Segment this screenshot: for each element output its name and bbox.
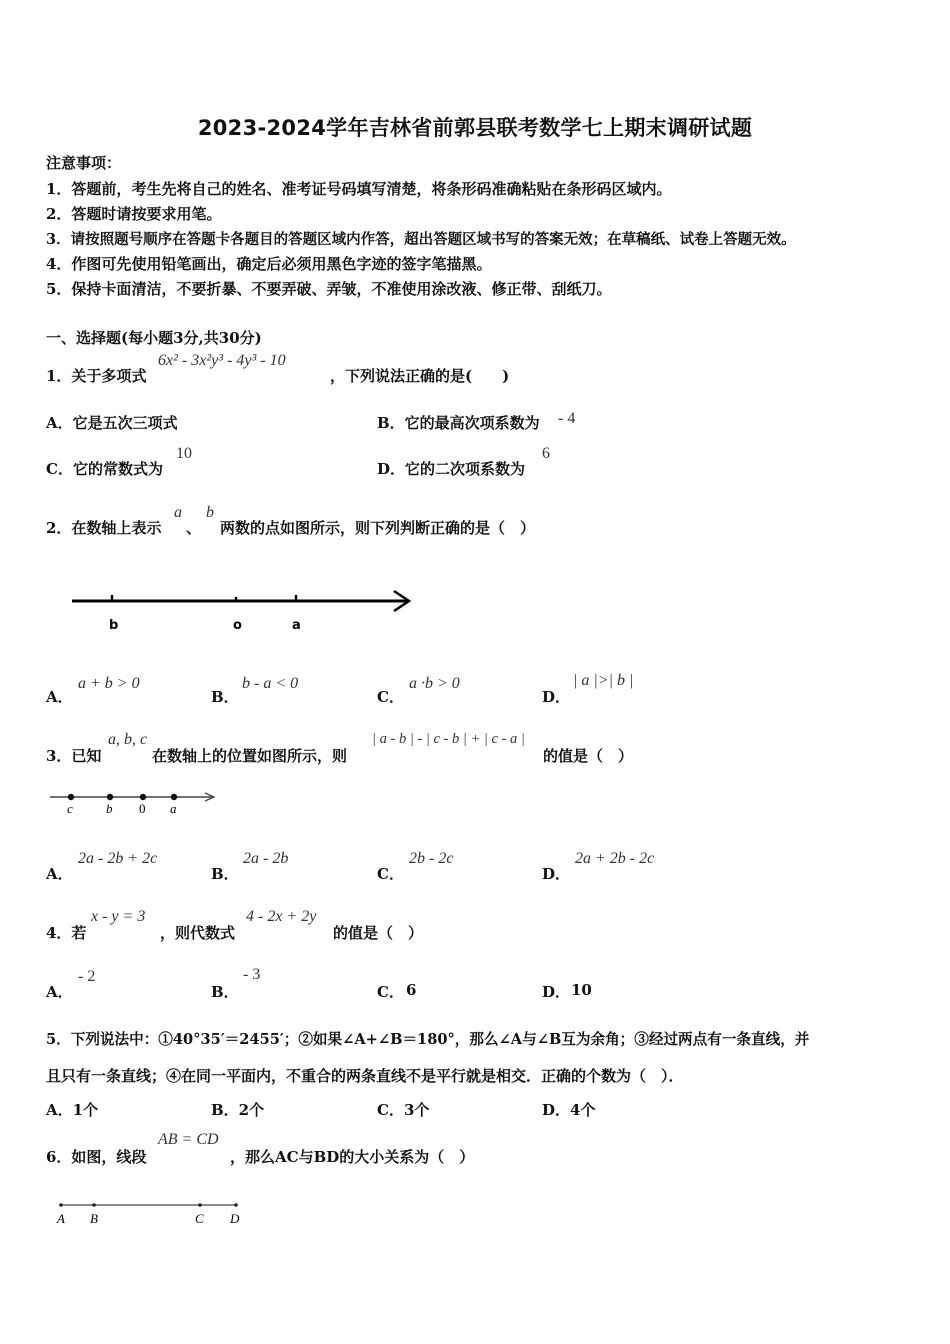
- q4-option-c-value: 6: [406, 981, 417, 999]
- q3-option-c-label: C．: [377, 865, 404, 883]
- note-item-1: 1．答题前，考生先将自己的姓名、准考证号码填写清楚，将条形码准确粘贴在条形码区域内。: [46, 180, 672, 198]
- q2-separator: 、: [186, 519, 202, 537]
- q5-line-1: 5．下列说法中：①40°35′＝2455′；②如果∠A+∠B＝180°，那么∠A与∠B互为余角；③经过两点有一条直线，并: [46, 1031, 810, 1048]
- q3-prefix: 3．已知: [46, 747, 102, 765]
- q5-option-b: B．2个: [211, 1101, 265, 1119]
- q3-option-a-expr: 2a - 2b + 2c: [78, 850, 158, 867]
- q4-option-a-value: - 2: [78, 968, 96, 985]
- q2-option-c-label: C．: [377, 688, 404, 706]
- q6-suffix: ，那么AC与BD的大小关系为（ ）: [230, 1148, 475, 1166]
- q4-prefix: 4．若: [46, 924, 87, 942]
- q2-option-a-expr: a + b > 0: [78, 675, 140, 692]
- q3-option-d-expr: 2a + 2b - 2c: [575, 850, 655, 867]
- q6-label-c: C: [195, 1211, 204, 1226]
- note-item-5: 5．保持卡面清洁，不要折暴、不要弄破、弄皱，不准使用涂改液、修正带、刮纸刀。: [46, 280, 612, 298]
- q1-option-a: A．它是五次三项式: [46, 414, 178, 432]
- q4-expression: 4 - 2x + 2y: [246, 908, 317, 925]
- q1-option-c: C．它的常数式为: [46, 460, 163, 478]
- q4-option-b-value: - 3: [243, 966, 261, 983]
- q1-option-d: D．它的二次项系数为: [377, 460, 526, 478]
- q3-label-0: 0: [139, 801, 146, 816]
- q2-option-c-expr: a ·b > 0: [409, 675, 460, 692]
- q2-label-b: b: [109, 618, 119, 633]
- q3-point-0: [140, 794, 146, 800]
- q1-prefix: 1．关于多项式: [46, 367, 147, 385]
- notes-heading: 注意事项：: [46, 154, 122, 172]
- q6-prefix: 6．如图，线段: [46, 1148, 147, 1166]
- q2-suffix: 两数的点如图所示，则下列判断正确的是（ ）: [220, 519, 536, 537]
- q4-middle: ，则代数式: [160, 924, 236, 942]
- q1-option-b: B．它的最高次项系数为: [377, 414, 540, 432]
- q6-point-d: [234, 1203, 238, 1207]
- q4-suffix: 的值是（ ）: [333, 924, 424, 942]
- q6-label-b: B: [90, 1211, 98, 1226]
- q1-polynomial: 6x² - 3x²y³ - 4y³ - 10: [158, 352, 286, 369]
- q5-line-2: 且只有一条直线；④在同一平面内，不重合的两条直线不是平行就是相交．正确的个数为（ ）．: [46, 1067, 684, 1085]
- q1-suffix: ，下列说法正确的是( ): [330, 367, 510, 385]
- q2-prefix: 2．在数轴上表示: [46, 519, 162, 537]
- q5-option-a: A．1个: [46, 1101, 99, 1119]
- q3-point-c: [68, 794, 74, 800]
- q4-option-d-label: D．: [542, 983, 571, 1001]
- q2-option-b-expr: b - a < 0: [242, 675, 299, 692]
- q1-option-b-value: - 4: [558, 410, 576, 427]
- q3-option-d-label: D．: [542, 865, 571, 883]
- q4-option-a-label: A．: [46, 983, 73, 1001]
- q2-option-d-expr: | a |>| b |: [573, 672, 634, 689]
- q3-expression: | a - b | - | c - b | + | c - a |: [372, 731, 525, 747]
- q1-option-c-value: 10: [176, 445, 192, 462]
- q2-option-a-label: A．: [46, 688, 73, 706]
- q2-var-b: b: [206, 504, 214, 521]
- q6-expression: AB = CD: [158, 1131, 219, 1148]
- q2-label-a: a: [292, 618, 301, 633]
- q2-option-b-label: B．: [211, 688, 239, 706]
- q3-label-a: a: [170, 801, 177, 816]
- page-title: 2023-2024学年吉林省前郭县联考数学七上期末调研试题: [197, 116, 753, 140]
- q3-suffix: 的值是（ ）: [543, 747, 634, 765]
- q6-point-c: [198, 1203, 202, 1207]
- q3-point-b: [107, 794, 113, 800]
- note-item-4: 4．作图可先使用铅笔画出，确定后必须用黑色字迹的签字笔描黑。: [46, 255, 492, 273]
- q2-var-a: a: [174, 504, 182, 521]
- note-item-3: 3．请按照题号顺序在答题卡各题目的答题区域内作答，超出答题区域书写的答案无效；在草稿纸、试卷上答题无效。: [46, 231, 796, 248]
- q2-number-line: [68, 585, 418, 635]
- q3-label-b: b: [106, 801, 113, 816]
- q6-label-d: D: [230, 1211, 240, 1226]
- note-item-2: 2．答题时请按要求用笔。: [46, 205, 222, 223]
- q1-option-d-value: 6: [542, 445, 550, 462]
- q3-option-a-label: A．: [46, 865, 73, 883]
- q3-number-line: [48, 788, 223, 820]
- q5-option-c: C．3个: [377, 1101, 430, 1119]
- q4-option-c-label: C．: [377, 983, 404, 1001]
- q2-label-o: o: [233, 618, 242, 633]
- q3-option-b-expr: 2a - 2b: [243, 850, 289, 867]
- q6-point-a: [59, 1203, 63, 1207]
- q2-option-d-label: D．: [542, 688, 571, 706]
- section-heading: 一、选择题(每小题3分,共30分): [46, 329, 262, 347]
- q4-option-d-value: 10: [571, 981, 592, 999]
- q6-label-a: A: [57, 1211, 65, 1226]
- q6-point-b: [92, 1203, 96, 1207]
- q3-point-a: [171, 794, 177, 800]
- q3-vars: a, b, c: [108, 731, 148, 748]
- q3-option-b-label: B．: [211, 865, 239, 883]
- q4-condition: x - y = 3: [91, 908, 146, 925]
- q5-option-d: D．4个: [542, 1101, 596, 1119]
- q3-label-c: c: [67, 801, 73, 816]
- q3-option-c-expr: 2b - 2c: [409, 850, 454, 867]
- q3-middle: 在数轴上的位置如图所示，则: [152, 747, 348, 765]
- q6-segment-figure: [52, 1198, 252, 1230]
- q4-option-b-label: B．: [211, 983, 239, 1001]
